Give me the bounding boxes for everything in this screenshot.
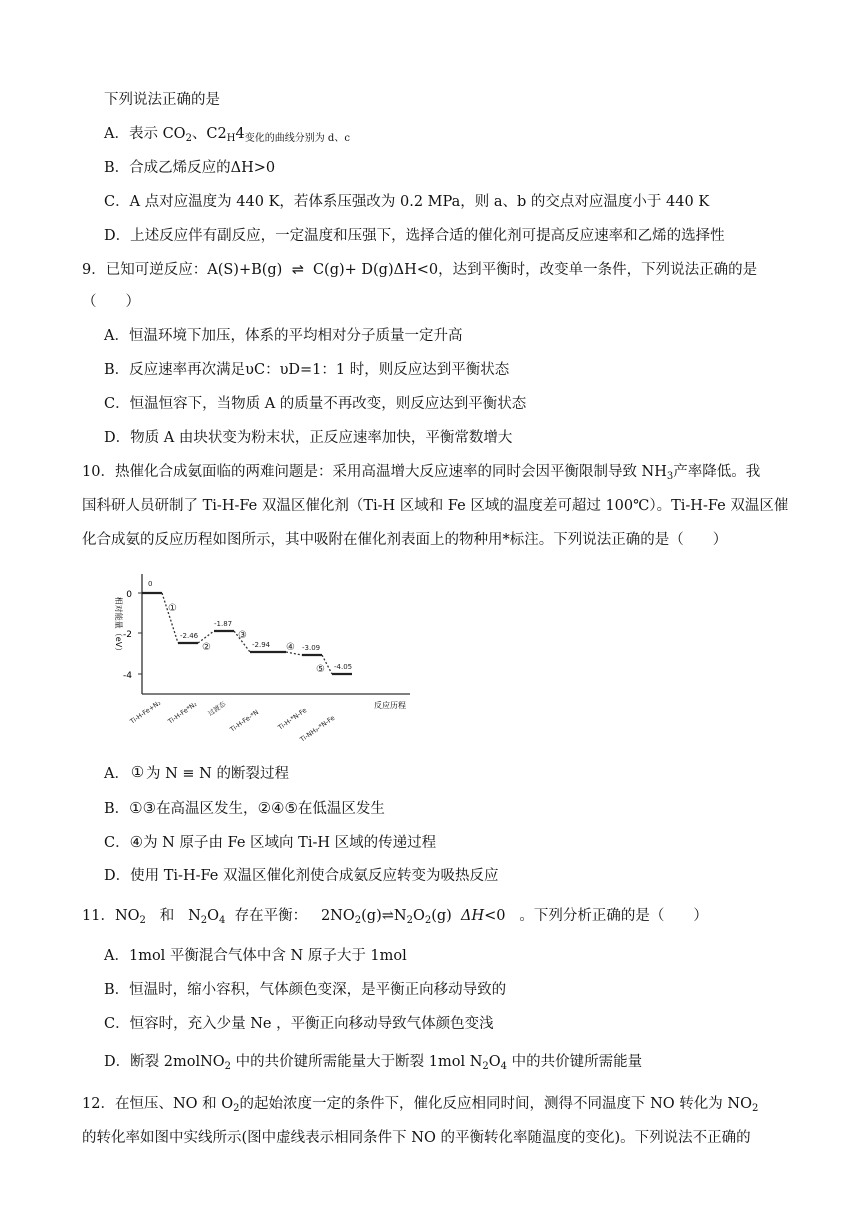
y-tick-label: 0 (126, 590, 132, 600)
step-label: ③ (238, 630, 247, 641)
q11-stem: 11．$NO_2$ 和 $N_2O_4$ 存在平衡： $2NO_2(g)\rightleftharpoons N_2O_2(g)$ ΔH<0 。下列分析正确的是（ ） (82, 908, 708, 926)
q11-option-b[interactable]: B．恒温时，缩小容积，气体颜色变深，是平衡正向移动导致的 (104, 982, 507, 998)
level-value-label: 0 (148, 580, 153, 588)
step-label: ⑤ (316, 664, 325, 675)
q9-option-b[interactable]: B．反应速率再次满足υC：υD=1：1 时，则反应达到平衡状态 (104, 362, 510, 378)
q12-stem-line1: 12．在恒压、NO 和 $O_2$的起始浓度一定的条件下，催化反应相同时间，测得不同温度下 NO 转化为 $NO_2$ (82, 1096, 759, 1114)
q10-option-c[interactable]: C．④为 N 原子由 Fe 区域向 Ti-H 区域的传递过程 (104, 833, 437, 851)
q10-option-a[interactable]: A． ① 为 N ≡ N 的断裂过程 (104, 763, 289, 782)
q8-option-b[interactable]: B．合成乙烯反应的ΔH>0 (104, 160, 276, 176)
q10-option-d[interactable]: D．使用 Ti-H-Fe 双温区催化剂使合成氨反应转变为吸热反应 (104, 868, 499, 884)
q11-option-a[interactable]: A．1mol 平衡混合气体中含 N 原子大于 1mol (104, 948, 407, 964)
species-label: Ti-H-Fe*N₂ (166, 700, 199, 726)
q12-stem-line2: 的转化率如图中实线所示(图中虚线表示相同条件下 NO 的平衡转化率随温度的变化)。下列说法不正确的 (82, 1130, 751, 1146)
q9-option-c[interactable]: C．恒温恒容下，当物质 A 的质量不再改变，则反应达到平衡状态 (104, 396, 527, 412)
q9-option-d[interactable]: D．物质 A 由块状变为粉末状，正反应速率加快，平衡常数增大 (104, 430, 513, 446)
species-label: Ti-NH₃-*N-Fe (298, 713, 337, 744)
q11-option-d[interactable]: D．断裂 2molNO$_2$ 中的共价键所需能量大于断裂 1mol $N_2O_4$ 中的共价键所需能量 (104, 1054, 643, 1072)
level-value-label: -3.09 (302, 644, 321, 652)
level-value-label: -2.94 (252, 641, 271, 649)
level-value-label: -2.46 (180, 632, 199, 640)
species-label: Ti-H-*N-Fe (276, 706, 309, 732)
level-value-label: -1.87 (214, 620, 233, 628)
q8-option-a[interactable]: A．表示 $CO_2$、$C2_H4_{变化的曲线分别为 d、c}$ (104, 126, 350, 144)
q9-answer-blank: （ ） (82, 294, 140, 310)
reaction-energy-diagram (110, 566, 430, 746)
x-axis-label: 反应历程 (374, 701, 406, 710)
q10-option-b[interactable]: B．①③在高温区发生，②④⑤在低温区发生 (104, 799, 385, 817)
step-label: ② (202, 642, 211, 653)
step-label: ① (168, 603, 177, 614)
y-axis-label: 相对能量（eV） (114, 596, 123, 656)
y-tick-label: -2 (123, 630, 132, 640)
q10-stem-line2: 国科研人员研制了 Ti-H-Fe 双温区催化剂（Ti-H 区域和 Fe 区域的温度差可超过 100℃）。Ti-H-Fe 双温区催 (82, 498, 789, 514)
species-label: Ti-H-Fe+N₂ (128, 698, 163, 726)
y-tick-label: -4 (123, 671, 132, 681)
circled-number: ① (130, 763, 145, 781)
q8-prompt: 下列说法正确的是 (104, 92, 220, 108)
q10-stem-line1: 10．热催化合成氨面临的两难问题是：采用高温增大反应速率的同时会因平衡限制导致 $NH_3$产率降低。我 (82, 464, 761, 482)
q8-option-d[interactable]: D．上述反应伴有副反应，一定温度和压强下，选择合适的催化剂可提高反应速率和乙烯的选择性 (104, 228, 725, 244)
q8-option-c[interactable]: C．A 点对应温度为 440 K，若体系压强改为 0.2 MPa，则 a、b 的交点对应温度小于 440 K (104, 194, 710, 210)
q11-option-c[interactable]: C．恒容时，充入少量 Ne ，平衡正向移动导致气体颜色变浅 (104, 1016, 494, 1032)
equilibrium-arrow-icon: ⇌ (291, 262, 304, 278)
species-label: 过渡态 (206, 699, 228, 718)
q9-stem: 9．已知可逆反应：A(S)+B(g) ⇌ C(g)+ D(g)ΔH<0，达到平衡时，改变单一条件，下列说法正确的是 (82, 262, 758, 278)
species-label: Ti-H-Fe-*N (228, 708, 261, 734)
q9-option-a[interactable]: A．恒温环境下加压，体系的平均相对分子质量一定升高 (104, 328, 463, 344)
step-label: ④ (286, 642, 295, 653)
level-value-label: -4.05 (334, 663, 353, 671)
q10-stem-line3: 化合成氨的反应历程如图所示，其中吸附在催化剂表面上的物种用*标注。下列说法正确的是（ ） (82, 532, 728, 548)
